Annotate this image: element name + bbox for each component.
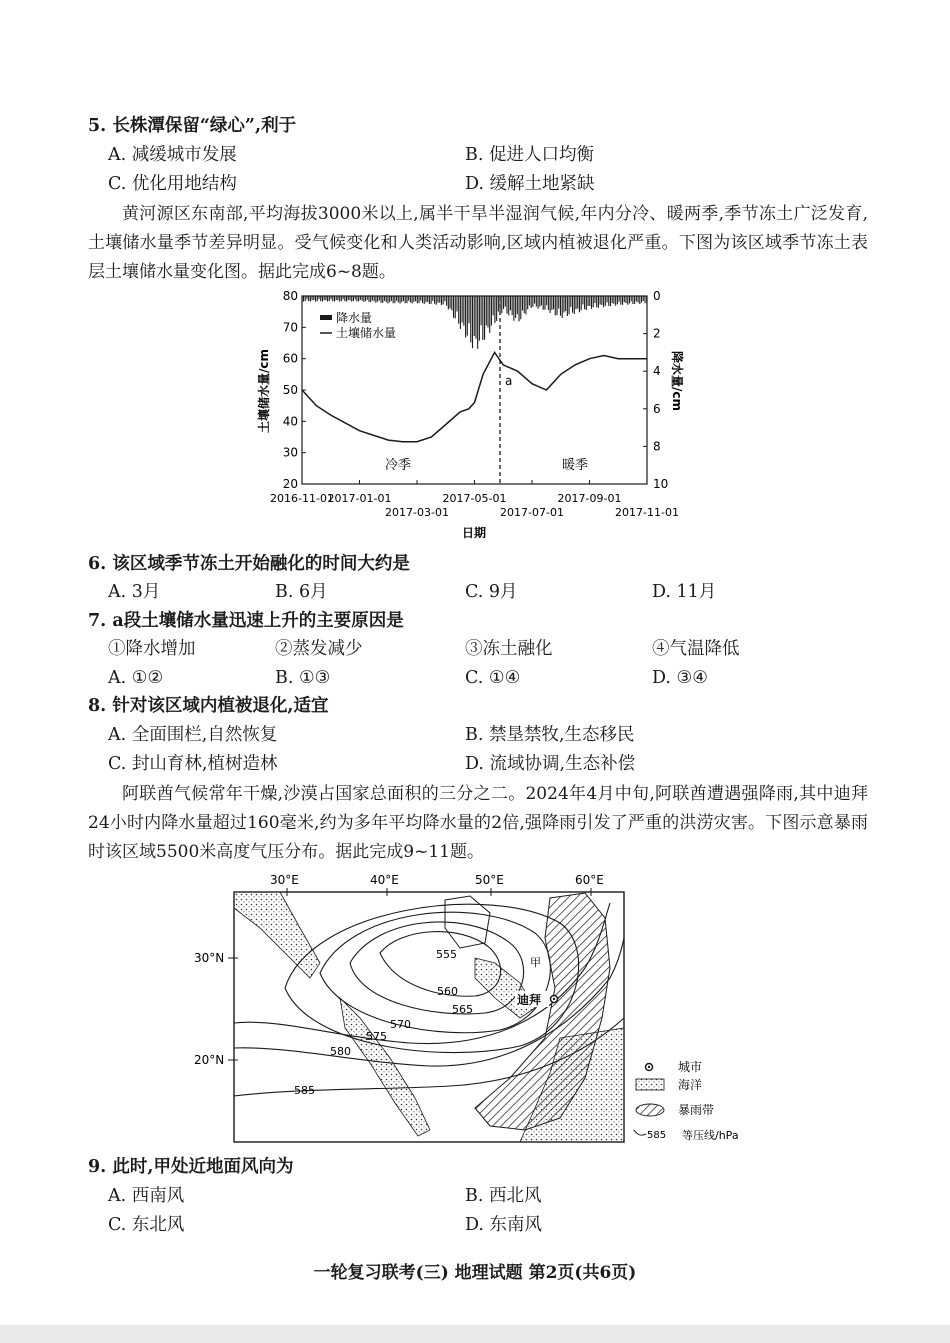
isobar-label-580: 580 bbox=[330, 1045, 351, 1058]
right-tick-label: 10 bbox=[653, 477, 669, 491]
q6-option-b: B. 6月 bbox=[275, 582, 328, 602]
isobar-label-585: 585 bbox=[294, 1084, 315, 1097]
lon-label-30e: 30°E bbox=[270, 873, 299, 887]
q6-option-c: C. 9月 bbox=[465, 582, 518, 602]
x-axis-ticks bbox=[270, 480, 679, 519]
left-tick-label: 50 bbox=[282, 383, 298, 397]
season-cold-label: 冷季 bbox=[385, 458, 412, 473]
legend-rainstorm-label: 暴雨带 bbox=[678, 1103, 715, 1117]
q9-option-b: B. 西北风 bbox=[465, 1186, 542, 1206]
lat-label-20n: 20°N bbox=[194, 1053, 225, 1067]
left-tick-label: 60 bbox=[282, 351, 298, 366]
isobar-label-555: 555 bbox=[436, 948, 457, 961]
lon-label-40e: 40°E bbox=[370, 873, 399, 887]
isobar-label-575: 575 bbox=[366, 1030, 387, 1043]
q7-item-2: ②蒸发减少 bbox=[275, 639, 363, 659]
lon-label-50e: 50°E bbox=[475, 873, 504, 887]
legend-ocean-swatch bbox=[636, 1079, 664, 1090]
q8-option-d: D. 流域协调,生态补偿 bbox=[465, 754, 636, 774]
legend-isobar-swatch bbox=[634, 1130, 646, 1135]
left-tick-label: 40 bbox=[282, 414, 298, 429]
passage-2-text: 阿联酋气候常年干燥,沙漠占国家总面积的三分之二。2024年4月中旬,阿联酋遭遇强降雨,其中迪拜24小时内降水量超过160毫米,约为多年平均降水量的2倍,强降雨引发了严重的洪涝灾害。下图示意暴雨时该区域5500米高度气压分布。据此完成9~11题。 bbox=[88, 784, 868, 862]
q9-option-d: D. 东南风 bbox=[465, 1215, 543, 1235]
q7-stem: 7. a段土壤储水量迅速上升的主要原因是 bbox=[88, 611, 404, 631]
q7-item-4: ④气温降低 bbox=[652, 639, 740, 659]
q8-option-c: C. 封山育林,植树造林 bbox=[108, 754, 278, 774]
legend-precip-label: 降水量 bbox=[336, 311, 373, 325]
q6-option-a: A. 3月 bbox=[108, 582, 161, 602]
q7-option-d: D. ③④ bbox=[652, 668, 708, 688]
legend-isobar-label: 等压线/hPa bbox=[682, 1129, 739, 1142]
legend-soil-label: 土壤储水量 bbox=[336, 326, 397, 340]
isobar-label-560: 560 bbox=[437, 985, 458, 998]
lat-label-30n: 30°N bbox=[194, 951, 225, 965]
annotation-a: a bbox=[505, 374, 513, 388]
y-right-label: 降水量/cm bbox=[670, 351, 684, 412]
passage-yellow-river-source bbox=[88, 200, 868, 287]
q8-option-a: A. 全面围栏,自然恢复 bbox=[108, 725, 278, 745]
legend-rainstorm-swatch bbox=[636, 1104, 664, 1116]
legend-isobar-sample-value: 585 bbox=[647, 1130, 667, 1141]
q5-option-b: B. 促进人口均衡 bbox=[465, 145, 594, 165]
dubai-city-dot bbox=[553, 998, 555, 1000]
point-jia-label: 甲 bbox=[530, 956, 541, 969]
x-tick-label-lower: 2017-03-01 bbox=[385, 506, 449, 519]
pressure-map bbox=[190, 868, 765, 1148]
x-tick-label-upper: 2017-05-01 bbox=[442, 492, 507, 505]
q9-option-a: A. 西南风 bbox=[108, 1186, 185, 1206]
x-tick-label-upper: 2017-01-01 bbox=[327, 492, 392, 505]
q7-option-c: C. ①④ bbox=[465, 668, 521, 688]
right-tick-label: 4 bbox=[653, 364, 661, 379]
legend-precip-swatch bbox=[320, 315, 332, 320]
x-tick-label-upper: 2016-11-01 bbox=[270, 492, 334, 505]
q5-stem: 5. 长株潭保留“绿心”,利于 bbox=[88, 116, 297, 136]
y-left-label: 土壤储水量/cm bbox=[257, 348, 271, 433]
right-tick-label: 0 bbox=[653, 289, 661, 303]
left-tick-label: 80 bbox=[282, 289, 298, 303]
q5-option-a: A. 减缓城市发展 bbox=[108, 145, 237, 165]
q7-item-1: ①降水增加 bbox=[108, 639, 196, 659]
q9-option-c: C. 东北风 bbox=[108, 1215, 185, 1235]
left-tick-label: 30 bbox=[282, 445, 298, 460]
soil-water-chart bbox=[240, 283, 700, 545]
q7-option-b: B. ①③ bbox=[275, 668, 331, 688]
x-axis-label: 日期 bbox=[462, 526, 487, 540]
q5-option-d: D. 缓解土地紧缺 bbox=[465, 174, 595, 194]
season-warm-label: 暖季 bbox=[562, 458, 589, 473]
page-footer: 一轮复习联考(三) 地理试题 第2页(共6页) bbox=[313, 1263, 637, 1283]
left-tick-label: 20 bbox=[282, 477, 298, 491]
scan-bottom-edge bbox=[0, 1325, 950, 1343]
q7-item-3: ③冻土融化 bbox=[465, 639, 553, 659]
q6-option-d: D. 11月 bbox=[652, 582, 717, 602]
passage-uae-rainstorm bbox=[88, 780, 868, 867]
q8-option-b: B. 禁垦禁牧,生态移民 bbox=[465, 725, 635, 745]
right-tick-label: 2 bbox=[653, 326, 661, 341]
passage-1-text: 黄河源区东南部,平均海拔3000米以上,属半干旱半湿润气候,年内分冷、暖两季,季节冻土广泛发育,土壤储水量季节差异明显。受气候变化和人类活动影响,区域内植被退化严重。下图为该区域季节冻土表层土壤储水量变化图。据此完成6~8题。 bbox=[88, 204, 868, 282]
x-tick-label-lower: 2017-07-01 bbox=[500, 506, 564, 519]
isobar-label-570: 570 bbox=[390, 1018, 411, 1031]
right-tick-label: 8 bbox=[653, 439, 661, 454]
soil-water-line bbox=[302, 352, 647, 441]
left-tick-label: 70 bbox=[282, 320, 298, 335]
x-tick-label-upper: 2017-09-01 bbox=[557, 492, 622, 505]
legend-city-icon-dot bbox=[648, 1066, 650, 1068]
q7-option-a: A. ①② bbox=[108, 668, 164, 688]
x-tick-label-lower: 2017-11-01 bbox=[615, 506, 679, 519]
legend-city-label: 城市 bbox=[678, 1060, 703, 1074]
right-tick-label: 6 bbox=[653, 401, 661, 416]
q5-option-c: C. 优化用地结构 bbox=[108, 174, 237, 194]
dubai-label: 迪拜 bbox=[517, 993, 542, 1007]
q6-stem: 6. 该区域季节冻土开始融化的时间大约是 bbox=[88, 554, 410, 574]
q8-stem: 8. 针对该区域内植被退化,适宜 bbox=[88, 696, 329, 716]
q9-stem: 9. 此时,甲处近地面风向为 bbox=[88, 1157, 294, 1177]
lon-label-60e: 60°E bbox=[575, 873, 604, 887]
isobar-label-565: 565 bbox=[452, 1003, 473, 1016]
legend-ocean-label: 海洋 bbox=[678, 1078, 703, 1092]
